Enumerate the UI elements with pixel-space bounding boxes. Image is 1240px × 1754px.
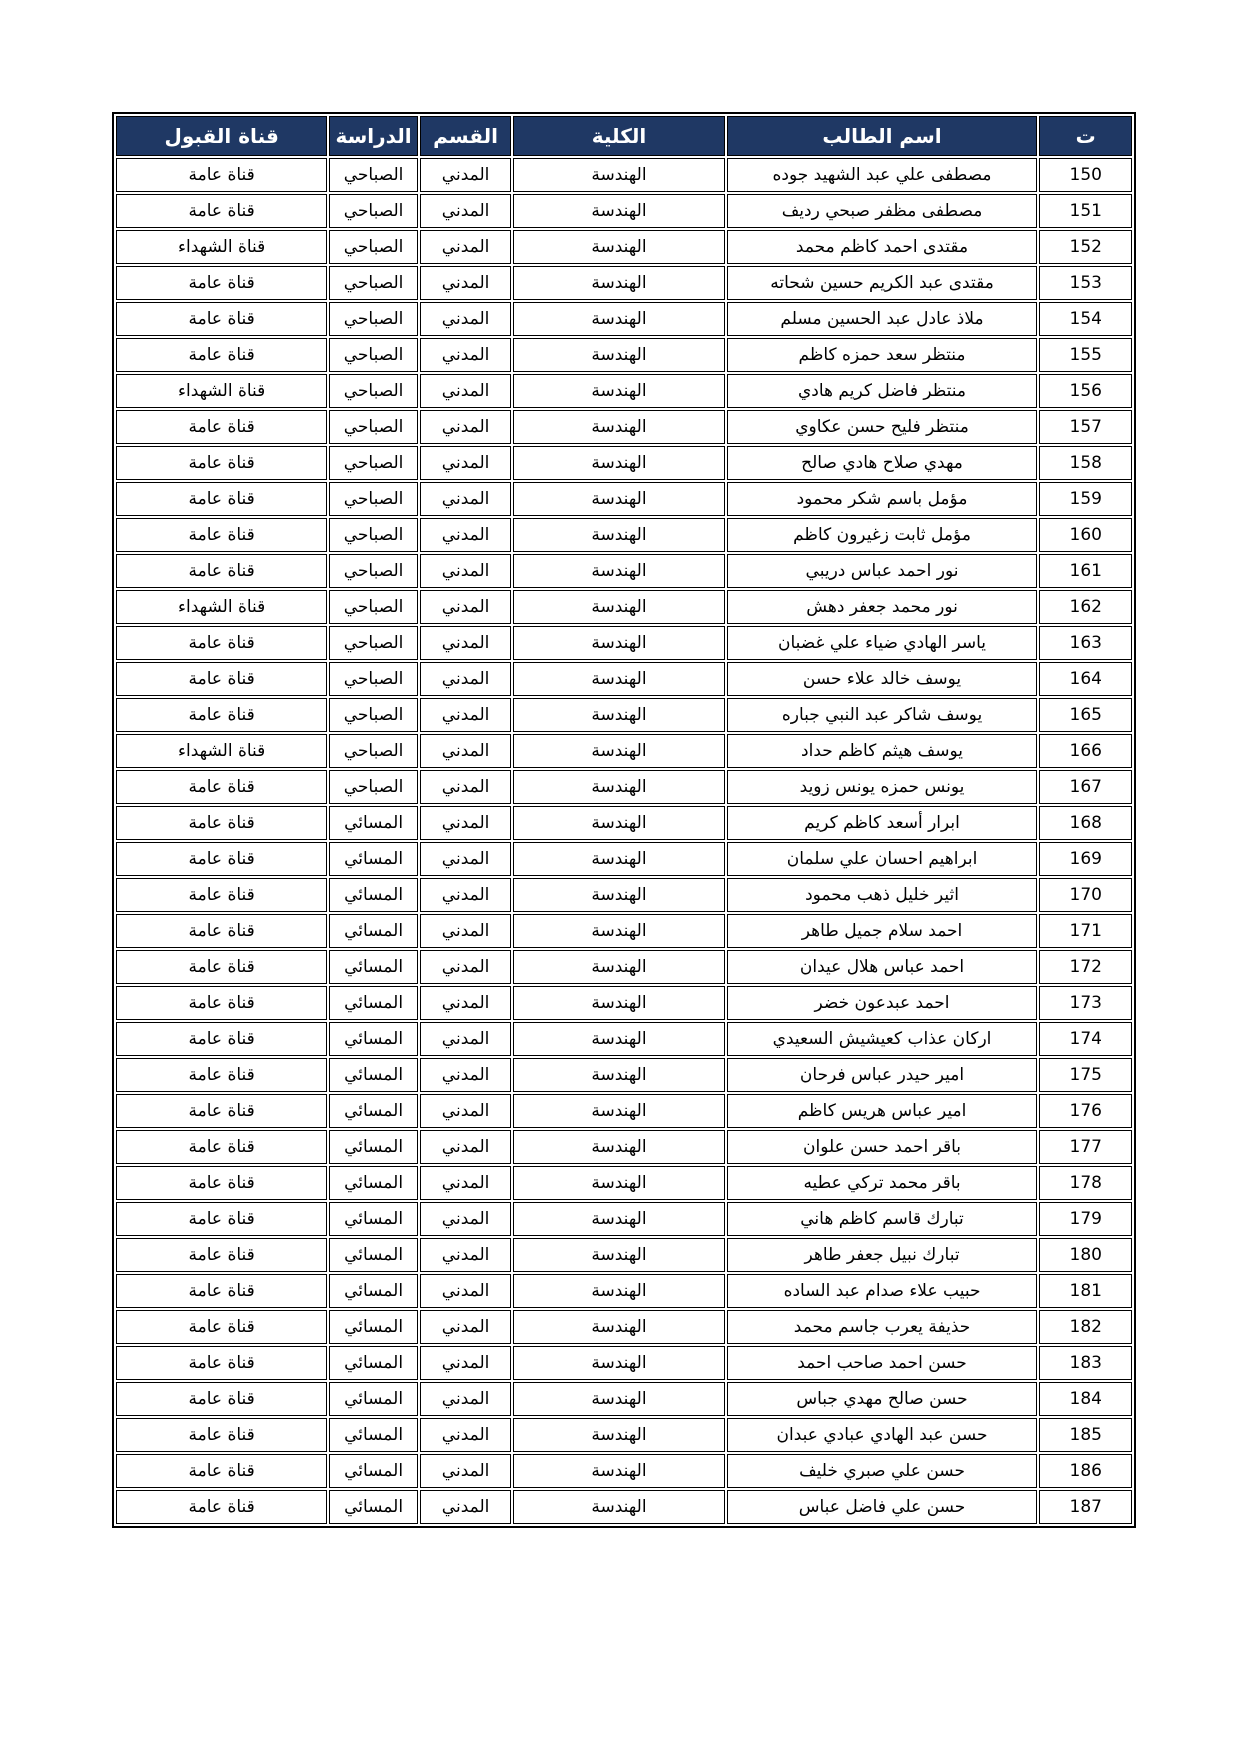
cell-department: المدني xyxy=(420,1274,512,1308)
cell-index: 185 xyxy=(1039,1418,1132,1452)
cell-index: 180 xyxy=(1039,1238,1132,1272)
cell-study: المسائي xyxy=(329,1274,418,1308)
cell-index: 157 xyxy=(1039,410,1132,444)
cell-index: 173 xyxy=(1039,986,1132,1020)
cell-department: المدني xyxy=(420,626,512,660)
cell-college: الهندسة xyxy=(513,626,724,660)
table-row xyxy=(116,1202,1132,1236)
cell-student-name: يونس حمزه يونس زويد xyxy=(727,770,1038,804)
table-row xyxy=(116,734,1132,768)
header-department: القسم xyxy=(420,116,512,156)
cell-college: الهندسة xyxy=(513,734,724,768)
cell-college: الهندسة xyxy=(513,1094,724,1128)
cell-admission-channel: قناة عامة xyxy=(116,1346,327,1380)
cell-student-name: مقتدى عبد الكريم حسين شحاته xyxy=(727,266,1038,300)
cell-admission-channel: قناة عامة xyxy=(116,338,327,372)
cell-study: الصباحي xyxy=(329,734,418,768)
cell-student-name: ملاذ عادل عبد الحسين مسلم xyxy=(727,302,1038,336)
table-row xyxy=(116,1058,1132,1092)
cell-department: المدني xyxy=(420,1346,512,1380)
cell-admission-channel: قناة عامة xyxy=(116,1094,327,1128)
cell-study: الصباحي xyxy=(329,554,418,588)
cell-admission-channel: قناة عامة xyxy=(116,1274,327,1308)
table-row xyxy=(116,914,1132,948)
cell-admission-channel: قناة الشهداء xyxy=(116,230,327,264)
cell-department: المدني xyxy=(420,446,512,480)
cell-department: المدني xyxy=(420,770,512,804)
cell-student-name: منتظر فليح حسن عكاوي xyxy=(727,410,1038,444)
cell-student-name: حسن صالح مهدي جباس xyxy=(727,1382,1038,1416)
cell-study: المسائي xyxy=(329,1022,418,1056)
table-row xyxy=(116,1238,1132,1272)
cell-study: المسائي xyxy=(329,1202,418,1236)
table-row xyxy=(116,770,1132,804)
cell-study: الصباحي xyxy=(329,158,418,192)
cell-admission-channel: قناة عامة xyxy=(116,1490,327,1524)
cell-student-name: امير حيدر عباس فرحان xyxy=(727,1058,1038,1092)
cell-department: المدني xyxy=(420,194,512,228)
cell-college: الهندسة xyxy=(513,1274,724,1308)
table-row xyxy=(116,230,1132,264)
cell-index: 169 xyxy=(1039,842,1132,876)
cell-student-name: ابراهيم احسان علي سلمان xyxy=(727,842,1038,876)
cell-college: الهندسة xyxy=(513,842,724,876)
cell-college: الهندسة xyxy=(513,770,724,804)
cell-department: المدني xyxy=(420,1130,512,1164)
cell-study: الصباحي xyxy=(329,482,418,516)
cell-study: المسائي xyxy=(329,950,418,984)
cell-admission-channel: قناة عامة xyxy=(116,266,327,300)
student-table-body xyxy=(116,158,1132,1524)
cell-index: 159 xyxy=(1039,482,1132,516)
cell-student-name: باقر احمد حسن علوان xyxy=(727,1130,1038,1164)
cell-study: المسائي xyxy=(329,1346,418,1380)
cell-admission-channel: قناة عامة xyxy=(116,1382,327,1416)
cell-index: 161 xyxy=(1039,554,1132,588)
cell-college: الهندسة xyxy=(513,266,724,300)
cell-index: 184 xyxy=(1039,1382,1132,1416)
cell-study: المسائي xyxy=(329,878,418,912)
cell-department: المدني xyxy=(420,302,512,336)
cell-index: 176 xyxy=(1039,1094,1132,1128)
cell-index: 162 xyxy=(1039,590,1132,624)
cell-student-name: احمد عبدعون خضر xyxy=(727,986,1038,1020)
cell-department: المدني xyxy=(420,338,512,372)
student-list-table xyxy=(112,112,1136,1528)
cell-student-name: يوسف هيثم كاظم حداد xyxy=(727,734,1038,768)
cell-student-name: يوسف خالد علاء حسن xyxy=(727,662,1038,696)
cell-study: المسائي xyxy=(329,986,418,1020)
table-row xyxy=(116,986,1132,1020)
cell-admission-channel: قناة عامة xyxy=(116,986,327,1020)
cell-department: المدني xyxy=(420,1022,512,1056)
cell-study: الصباحي xyxy=(329,374,418,408)
cell-college: الهندسة xyxy=(513,1454,724,1488)
cell-study: الصباحي xyxy=(329,662,418,696)
cell-department: المدني xyxy=(420,1094,512,1128)
cell-admission-channel: قناة الشهداء xyxy=(116,590,327,624)
cell-college: الهندسة xyxy=(513,806,724,840)
table-row xyxy=(116,626,1132,660)
table-row xyxy=(116,482,1132,516)
cell-college: الهندسة xyxy=(513,1130,724,1164)
cell-student-name: حسن علي فاضل عباس xyxy=(727,1490,1038,1524)
cell-admission-channel: قناة عامة xyxy=(116,698,327,732)
cell-college: الهندسة xyxy=(513,1490,724,1524)
cell-admission-channel: قناة عامة xyxy=(116,1130,327,1164)
cell-admission-channel: قناة عامة xyxy=(116,554,327,588)
cell-college: الهندسة xyxy=(513,662,724,696)
cell-study: المسائي xyxy=(329,1418,418,1452)
cell-index: 166 xyxy=(1039,734,1132,768)
cell-study: الصباحي xyxy=(329,194,418,228)
cell-student-name: تبارك نبيل جعفر طاهر xyxy=(727,1238,1038,1272)
cell-department: المدني xyxy=(420,842,512,876)
cell-study: الصباحي xyxy=(329,590,418,624)
cell-department: المدني xyxy=(420,1058,512,1092)
cell-college: الهندسة xyxy=(513,1418,724,1452)
cell-index: 177 xyxy=(1039,1130,1132,1164)
cell-index: 152 xyxy=(1039,230,1132,264)
cell-department: المدني xyxy=(420,518,512,552)
cell-college: الهندسة xyxy=(513,410,724,444)
cell-department: المدني xyxy=(420,590,512,624)
cell-study: الصباحي xyxy=(329,518,418,552)
cell-index: 181 xyxy=(1039,1274,1132,1308)
cell-admission-channel: قناة عامة xyxy=(116,446,327,480)
cell-student-name: مقتدى احمد كاظم محمد xyxy=(727,230,1038,264)
cell-index: 167 xyxy=(1039,770,1132,804)
table-row xyxy=(116,266,1132,300)
cell-index: 158 xyxy=(1039,446,1132,480)
table-row xyxy=(116,1418,1132,1452)
cell-index: 183 xyxy=(1039,1346,1132,1380)
cell-student-name: نور احمد عباس دريبي xyxy=(727,554,1038,588)
table-row xyxy=(116,950,1132,984)
cell-student-name: مهدي صلاح هادي صالح xyxy=(727,446,1038,480)
cell-college: الهندسة xyxy=(513,590,724,624)
cell-department: المدني xyxy=(420,230,512,264)
cell-department: المدني xyxy=(420,1382,512,1416)
cell-college: الهندسة xyxy=(513,338,724,372)
cell-college: الهندسة xyxy=(513,1166,724,1200)
cell-admission-channel: قناة عامة xyxy=(116,302,327,336)
table-row xyxy=(116,842,1132,876)
cell-college: الهندسة xyxy=(513,698,724,732)
table-row xyxy=(116,878,1132,912)
cell-study: الصباحي xyxy=(329,410,418,444)
cell-study: المسائي xyxy=(329,914,418,948)
cell-study: المسائي xyxy=(329,1058,418,1092)
cell-college: الهندسة xyxy=(513,1058,724,1092)
table-row xyxy=(116,194,1132,228)
header-admission-channel: قناة القبول xyxy=(116,116,327,156)
cell-student-name: منتظر فاضل كريم هادي xyxy=(727,374,1038,408)
cell-admission-channel: قناة عامة xyxy=(116,158,327,192)
table-row xyxy=(116,1490,1132,1524)
cell-college: الهندسة xyxy=(513,482,724,516)
cell-college: الهندسة xyxy=(513,878,724,912)
cell-index: 168 xyxy=(1039,806,1132,840)
cell-student-name: نور محمد جعفر دهش xyxy=(727,590,1038,624)
cell-admission-channel: قناة عامة xyxy=(116,626,327,660)
cell-student-name: مؤمل ثابت زغيرون كاظم xyxy=(727,518,1038,552)
cell-index: 178 xyxy=(1039,1166,1132,1200)
cell-index: 174 xyxy=(1039,1022,1132,1056)
cell-study: الصباحي xyxy=(329,338,418,372)
cell-college: الهندسة xyxy=(513,1202,724,1236)
cell-admission-channel: قناة عامة xyxy=(116,878,327,912)
table-row xyxy=(116,1454,1132,1488)
cell-department: المدني xyxy=(420,482,512,516)
cell-college: الهندسة xyxy=(513,194,724,228)
cell-student-name: حسن علي صبري خليف xyxy=(727,1454,1038,1488)
cell-student-name: تبارك قاسم كاظم هاني xyxy=(727,1202,1038,1236)
cell-admission-channel: قناة عامة xyxy=(116,410,327,444)
cell-college: الهندسة xyxy=(513,1238,724,1272)
cell-department: المدني xyxy=(420,1202,512,1236)
table-row xyxy=(116,374,1132,408)
cell-department: المدني xyxy=(420,878,512,912)
cell-study: المسائي xyxy=(329,1454,418,1488)
cell-admission-channel: قناة عامة xyxy=(116,770,327,804)
table-row xyxy=(116,662,1132,696)
cell-admission-channel: قناة عامة xyxy=(116,518,327,552)
cell-department: المدني xyxy=(420,950,512,984)
cell-college: الهندسة xyxy=(513,1022,724,1056)
cell-index: 164 xyxy=(1039,662,1132,696)
table-row xyxy=(116,590,1132,624)
table-row xyxy=(116,1094,1132,1128)
cell-department: المدني xyxy=(420,554,512,588)
cell-admission-channel: قناة الشهداء xyxy=(116,374,327,408)
cell-college: الهندسة xyxy=(513,1346,724,1380)
cell-index: 187 xyxy=(1039,1490,1132,1524)
cell-admission-channel: قناة الشهداء xyxy=(116,734,327,768)
cell-student-name: يوسف شاكر عبد النبي جباره xyxy=(727,698,1038,732)
cell-study: المسائي xyxy=(329,1166,418,1200)
cell-index: 150 xyxy=(1039,158,1132,192)
cell-department: المدني xyxy=(420,1454,512,1488)
cell-student-name: اركان عذاب كعيشيش السعيدي xyxy=(727,1022,1038,1056)
cell-department: المدني xyxy=(420,1310,512,1344)
cell-student-name: ياسر الهادي ضياء علي غضبان xyxy=(727,626,1038,660)
cell-study: المسائي xyxy=(329,1382,418,1416)
cell-study: الصباحي xyxy=(329,266,418,300)
table-row xyxy=(116,554,1132,588)
cell-index: 154 xyxy=(1039,302,1132,336)
table-row xyxy=(116,1310,1132,1344)
table-row xyxy=(116,698,1132,732)
cell-department: المدني xyxy=(420,698,512,732)
cell-study: المسائي xyxy=(329,1094,418,1128)
cell-index: 163 xyxy=(1039,626,1132,660)
cell-index: 155 xyxy=(1039,338,1132,372)
cell-index: 172 xyxy=(1039,950,1132,984)
header-college: الكلية xyxy=(513,116,724,156)
cell-study: الصباحي xyxy=(329,698,418,732)
cell-study: المسائي xyxy=(329,1310,418,1344)
cell-admission-channel: قناة عامة xyxy=(116,1454,327,1488)
cell-student-name: اثير خليل ذهب محمود xyxy=(727,878,1038,912)
cell-admission-channel: قناة عامة xyxy=(116,1310,327,1344)
cell-study: الصباحي xyxy=(329,770,418,804)
cell-college: الهندسة xyxy=(513,1382,724,1416)
cell-department: المدني xyxy=(420,914,512,948)
table-row xyxy=(116,302,1132,336)
cell-department: المدني xyxy=(420,266,512,300)
cell-admission-channel: قناة عامة xyxy=(116,194,327,228)
cell-student-name: منتظر سعد حمزه كاظم xyxy=(727,338,1038,372)
cell-study: المسائي xyxy=(329,806,418,840)
cell-department: المدني xyxy=(420,986,512,1020)
cell-college: الهندسة xyxy=(513,554,724,588)
cell-college: الهندسة xyxy=(513,446,724,480)
cell-college: الهندسة xyxy=(513,302,724,336)
table-row xyxy=(116,338,1132,372)
cell-study: المسائي xyxy=(329,1490,418,1524)
cell-department: المدني xyxy=(420,734,512,768)
cell-admission-channel: قناة عامة xyxy=(116,1418,327,1452)
cell-college: الهندسة xyxy=(513,914,724,948)
table-row xyxy=(116,518,1132,552)
cell-college: الهندسة xyxy=(513,986,724,1020)
cell-study: المسائي xyxy=(329,1238,418,1272)
table-row xyxy=(116,1022,1132,1056)
table-header-row xyxy=(116,116,1132,156)
cell-student-name: امير عباس هريس كاظم xyxy=(727,1094,1038,1128)
cell-college: الهندسة xyxy=(513,374,724,408)
cell-student-name: حسن احمد صاحب احمد xyxy=(727,1346,1038,1380)
table-row xyxy=(116,446,1132,480)
cell-admission-channel: قناة عامة xyxy=(116,1058,327,1092)
cell-student-name: احمد سلام جميل طاهر xyxy=(727,914,1038,948)
cell-index: 153 xyxy=(1039,266,1132,300)
cell-admission-channel: قناة عامة xyxy=(116,806,327,840)
cell-student-name: مصطفى علي عبد الشهيد جوده xyxy=(727,158,1038,192)
cell-department: المدني xyxy=(420,410,512,444)
cell-department: المدني xyxy=(420,1490,512,1524)
cell-student-name: مصطفى مظفر صبحي رديف xyxy=(727,194,1038,228)
cell-study: المسائي xyxy=(329,1130,418,1164)
cell-admission-channel: قناة عامة xyxy=(116,1166,327,1200)
cell-department: المدني xyxy=(420,374,512,408)
cell-index: 156 xyxy=(1039,374,1132,408)
cell-student-name: ابرار أسعد كاظم كريم xyxy=(727,806,1038,840)
cell-department: المدني xyxy=(420,1418,512,1452)
cell-department: المدني xyxy=(420,1238,512,1272)
cell-index: 186 xyxy=(1039,1454,1132,1488)
cell-college: الهندسة xyxy=(513,230,724,264)
cell-admission-channel: قناة عامة xyxy=(116,1238,327,1272)
cell-student-name: حسن عبد الهادي عبادي عبدان xyxy=(727,1418,1038,1452)
cell-admission-channel: قناة عامة xyxy=(116,1202,327,1236)
cell-admission-channel: قناة عامة xyxy=(116,950,327,984)
cell-student-name: حبيب علاء صدام عبد الساده xyxy=(727,1274,1038,1308)
cell-college: الهندسة xyxy=(513,518,724,552)
header-study: الدراسة xyxy=(329,116,418,156)
cell-study: الصباحي xyxy=(329,302,418,336)
table-row xyxy=(116,1130,1132,1164)
cell-student-name: مؤمل باسم شكر محمود xyxy=(727,482,1038,516)
cell-department: المدني xyxy=(420,806,512,840)
cell-student-name: احمد عباس هلال عيدان xyxy=(727,950,1038,984)
cell-admission-channel: قناة عامة xyxy=(116,842,327,876)
cell-index: 170 xyxy=(1039,878,1132,912)
cell-index: 175 xyxy=(1039,1058,1132,1092)
cell-study: المسائي xyxy=(329,842,418,876)
table-row xyxy=(116,1274,1132,1308)
cell-admission-channel: قناة عامة xyxy=(116,1022,327,1056)
cell-index: 160 xyxy=(1039,518,1132,552)
cell-study: الصباحي xyxy=(329,230,418,264)
cell-admission-channel: قناة عامة xyxy=(116,482,327,516)
cell-study: الصباحي xyxy=(329,626,418,660)
cell-student-name: حذيفة يعرب جاسم محمد xyxy=(727,1310,1038,1344)
cell-department: المدني xyxy=(420,158,512,192)
cell-college: الهندسة xyxy=(513,158,724,192)
table-row xyxy=(116,410,1132,444)
table-row xyxy=(116,1166,1132,1200)
cell-index: 182 xyxy=(1039,1310,1132,1344)
cell-department: المدني xyxy=(420,662,512,696)
cell-index: 165 xyxy=(1039,698,1132,732)
table-row xyxy=(116,158,1132,192)
cell-index: 179 xyxy=(1039,1202,1132,1236)
table-row xyxy=(116,1382,1132,1416)
cell-admission-channel: قناة عامة xyxy=(116,914,327,948)
cell-college: الهندسة xyxy=(513,1310,724,1344)
table-row xyxy=(116,806,1132,840)
cell-study: الصباحي xyxy=(329,446,418,480)
cell-department: المدني xyxy=(420,1166,512,1200)
header-student-name: اسم الطالب xyxy=(727,116,1038,156)
cell-student-name: باقر محمد تركي عطيه xyxy=(727,1166,1038,1200)
cell-index: 171 xyxy=(1039,914,1132,948)
table-row xyxy=(116,1346,1132,1380)
cell-admission-channel: قناة عامة xyxy=(116,662,327,696)
cell-index: 151 xyxy=(1039,194,1132,228)
header-index: ت xyxy=(1039,116,1132,156)
cell-college: الهندسة xyxy=(513,950,724,984)
